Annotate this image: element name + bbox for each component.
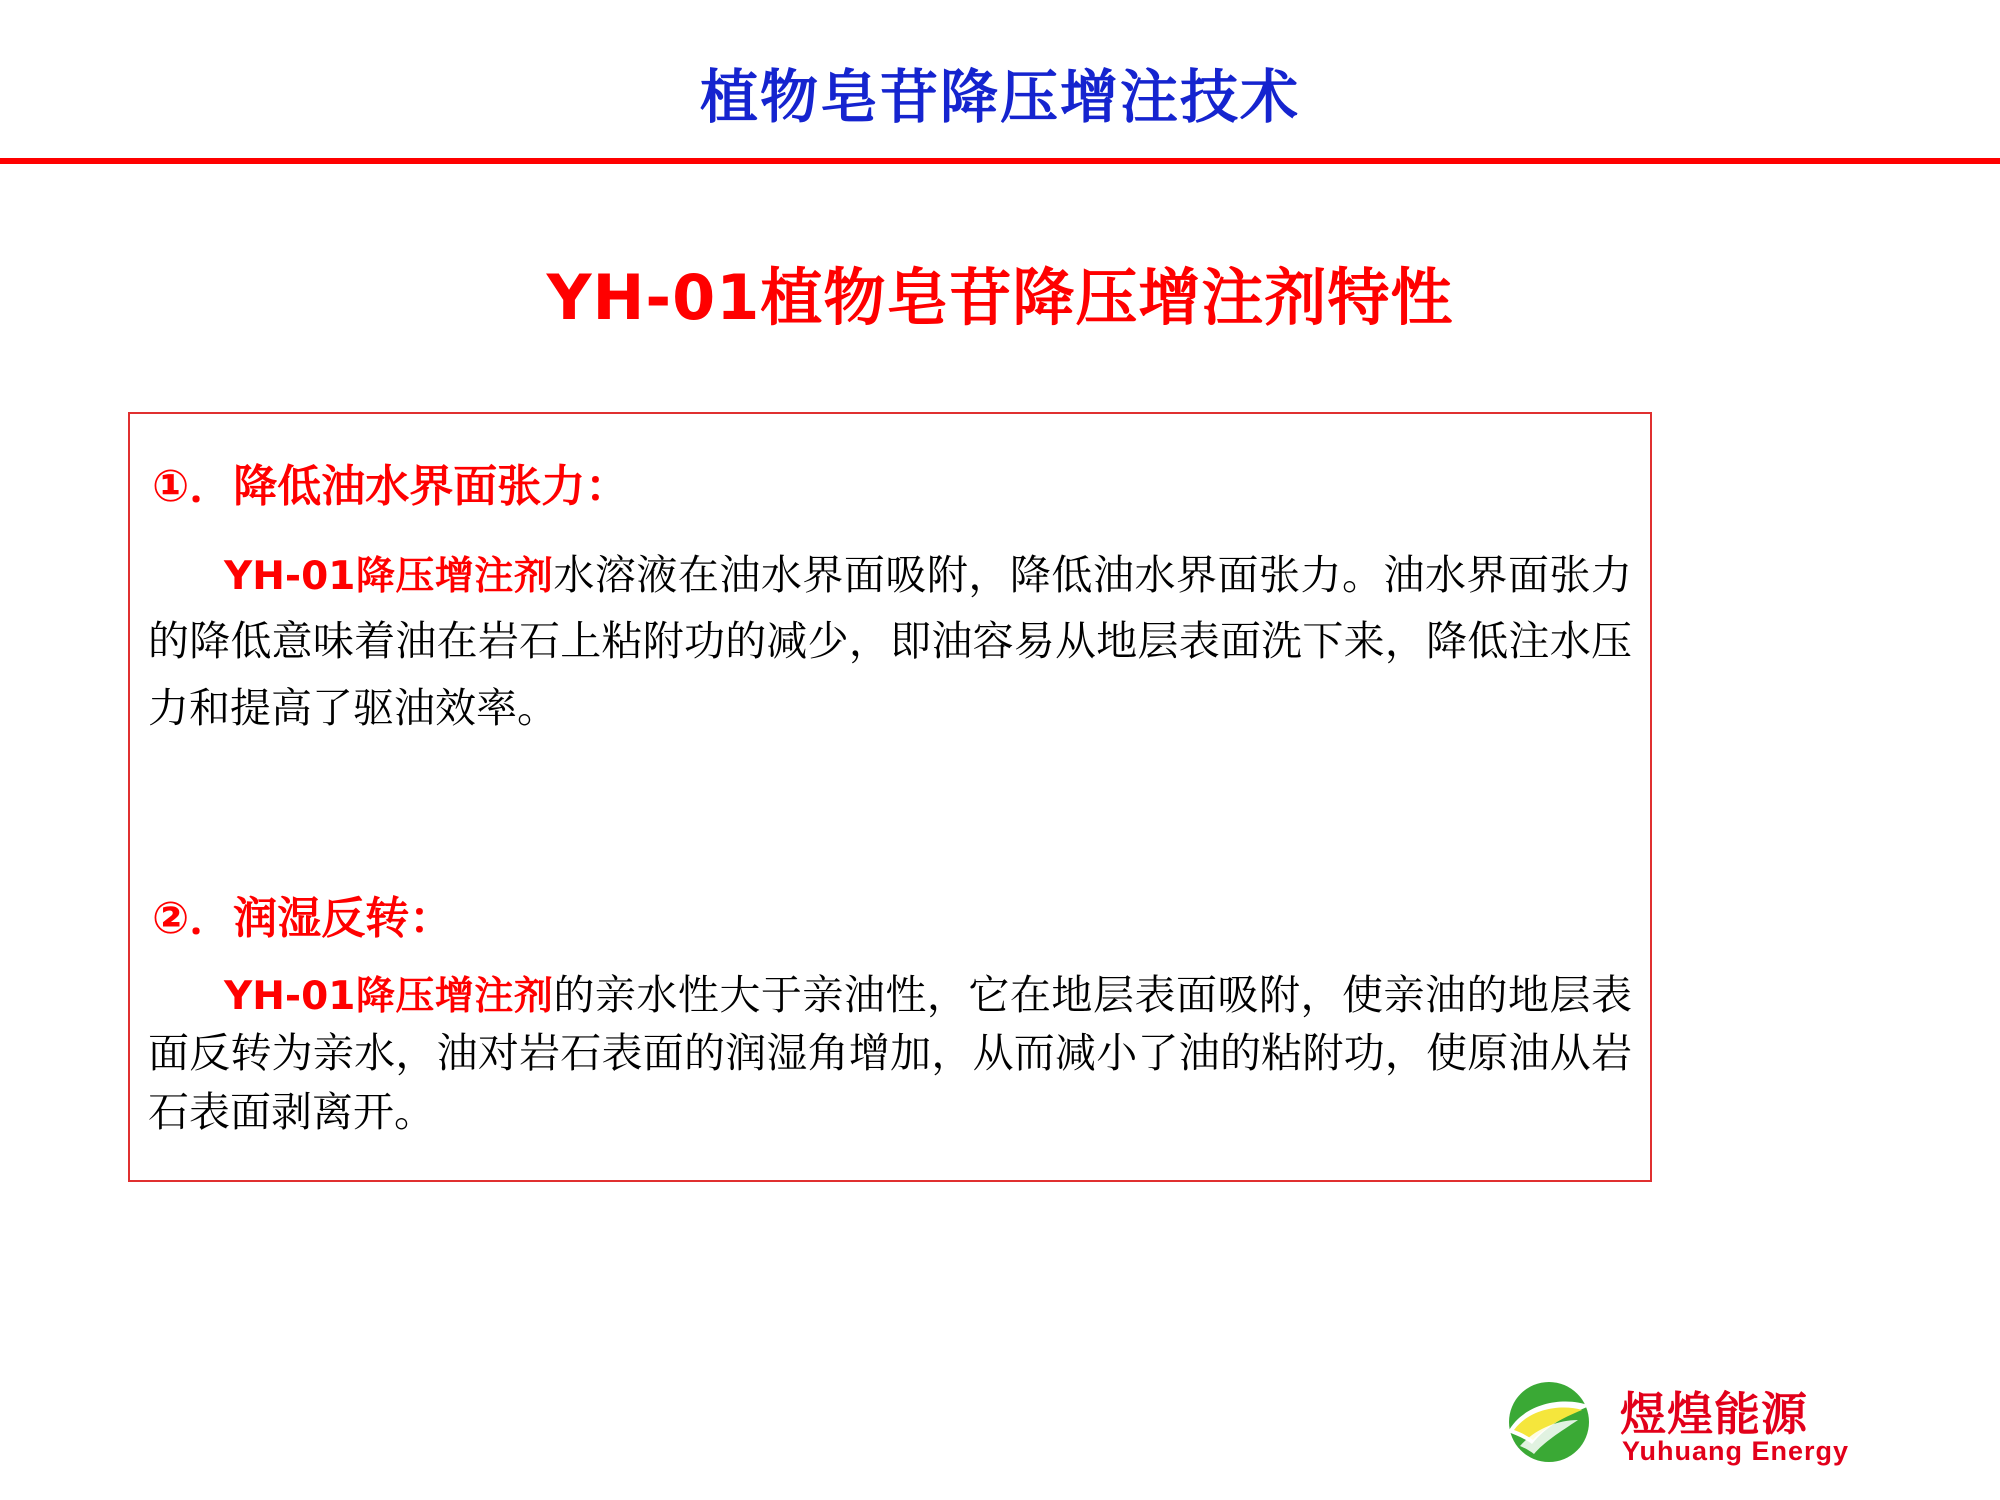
logo-text-en: Yuhuang Energy (1622, 1436, 1850, 1466)
leaf-logo-icon (1490, 1380, 1608, 1464)
section-1-lead: YH-01降压增注剂 (224, 554, 554, 599)
content-box (128, 412, 1652, 1182)
page-title: 植物皂苷降压增注技术 (699, 63, 1300, 131)
section-1-body: 水溶液在油水界面吸附，降低油水界面张力。油水界面张力的降低意味着油在岩石上粘附功的减少，即油容易从地层表面洗下来，降低注水压力和提高了驱油效率。 (148, 551, 1632, 732)
section-2-body: 的亲水性大于亲油性，它在地层表面吸附，使亲油的地层表面反转为亲水，油对岩石表面的润湿角增加，从而减小了油的粘附功，使原油从岩石表面剥离开。 (148, 971, 1632, 1136)
section-title: YH-01植物皂苷降压增注剂特性 (546, 261, 1454, 334)
section-heading-1: ①．降低油水界面张力： (152, 461, 630, 512)
company-logo (1490, 1378, 1920, 1474)
header-divider (0, 158, 2000, 164)
section-paragraph-1 (148, 542, 1632, 741)
section-2-lead: YH-01降压增注剂 (224, 974, 554, 1019)
logo-text-cn: 煜煌能源 (1620, 1387, 1808, 1441)
section-heading-2: ②．润湿反转： (152, 893, 454, 944)
section-paragraph-2 (148, 966, 1632, 1141)
